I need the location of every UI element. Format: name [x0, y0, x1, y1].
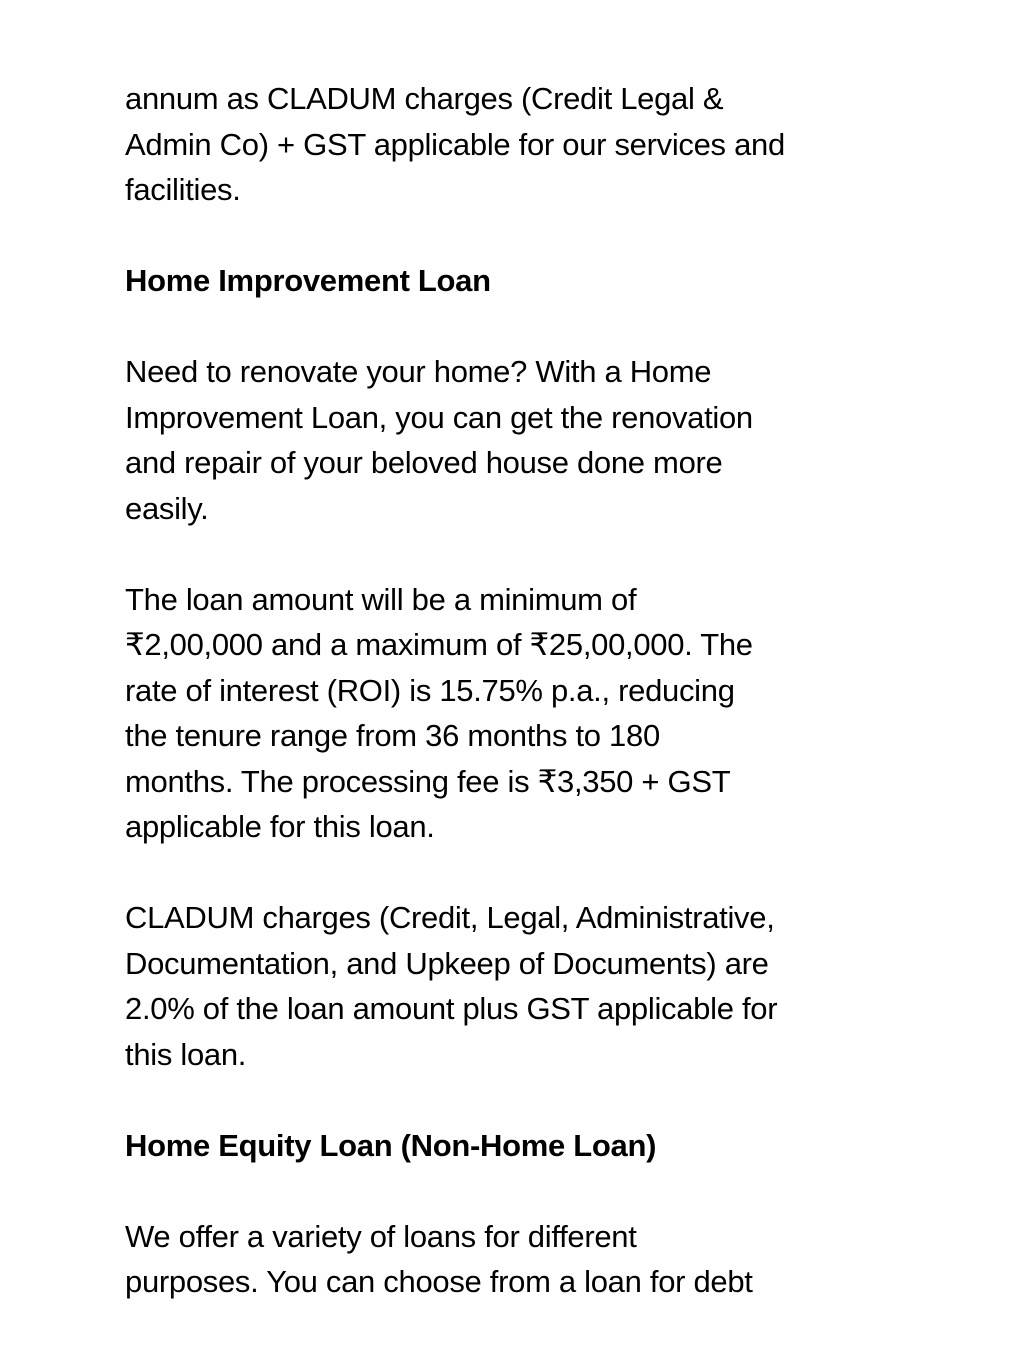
document-page — [125, 76, 885, 1305]
paragraph-spacer — [125, 1168, 885, 1214]
paragraph-spacer — [125, 850, 885, 896]
text-line: the tenure range from 36 months to 180 — [125, 718, 660, 753]
paragraph-renovate — [125, 349, 885, 531]
text-line: rate of interest (ROI) is 15.75% p.a., reducing — [125, 672, 735, 708]
paragraph-spacer — [125, 304, 885, 350]
heading-text: Home Equity Loan (Non-Home Loan) — [125, 1127, 657, 1163]
heading-text: Home Improvement Loan — [125, 263, 491, 298]
heading-home-improvement-loan — [125, 258, 885, 304]
paragraph-offer — [125, 1214, 885, 1305]
text-line: ₹2,00,000 and a maximum of ₹25,00,000. The — [125, 627, 753, 662]
text-line: Admin Co) + GST applicable for our services and — [125, 126, 785, 162]
text-line: Need to renovate your home? With a Home — [125, 354, 712, 389]
text-line: Documentation, and Upkeep of Documents) are — [125, 945, 769, 981]
paragraph-intro — [125, 76, 885, 213]
text-line: facilities. — [125, 172, 241, 207]
paragraph-spacer — [125, 1077, 885, 1123]
text-line: annum as CLADUM charges (Credit Legal & — [125, 81, 724, 116]
text-line: Improvement Loan, you can get the renovation — [125, 399, 753, 435]
text-line: and repair of your beloved house done more — [125, 445, 723, 480]
text-line: this loan. — [125, 1036, 247, 1072]
heading-home-equity-loan — [125, 1123, 885, 1169]
text-line: months. The processing fee is ₹3,350 + GST — [125, 763, 731, 799]
text-line: CLADUM charges (Credit, Legal, Administrative, — [125, 900, 775, 935]
text-line: We offer a variety of loans for different — [125, 1218, 637, 1254]
paragraph-spacer — [125, 213, 885, 259]
text-line: purposes. You can choose from a loan for debt — [125, 1264, 753, 1299]
text-line: 2.0% of the loan amount plus GST applicable for — [125, 991, 778, 1026]
text-line: The loan amount will be a minimum of — [125, 581, 637, 617]
paragraph-spacer — [125, 531, 885, 577]
text-line: easily. — [125, 490, 209, 526]
paragraph-loan-amount — [125, 577, 885, 850]
text-line: applicable for this loan. — [125, 809, 435, 844]
paragraph-cladum-charges — [125, 895, 885, 1077]
